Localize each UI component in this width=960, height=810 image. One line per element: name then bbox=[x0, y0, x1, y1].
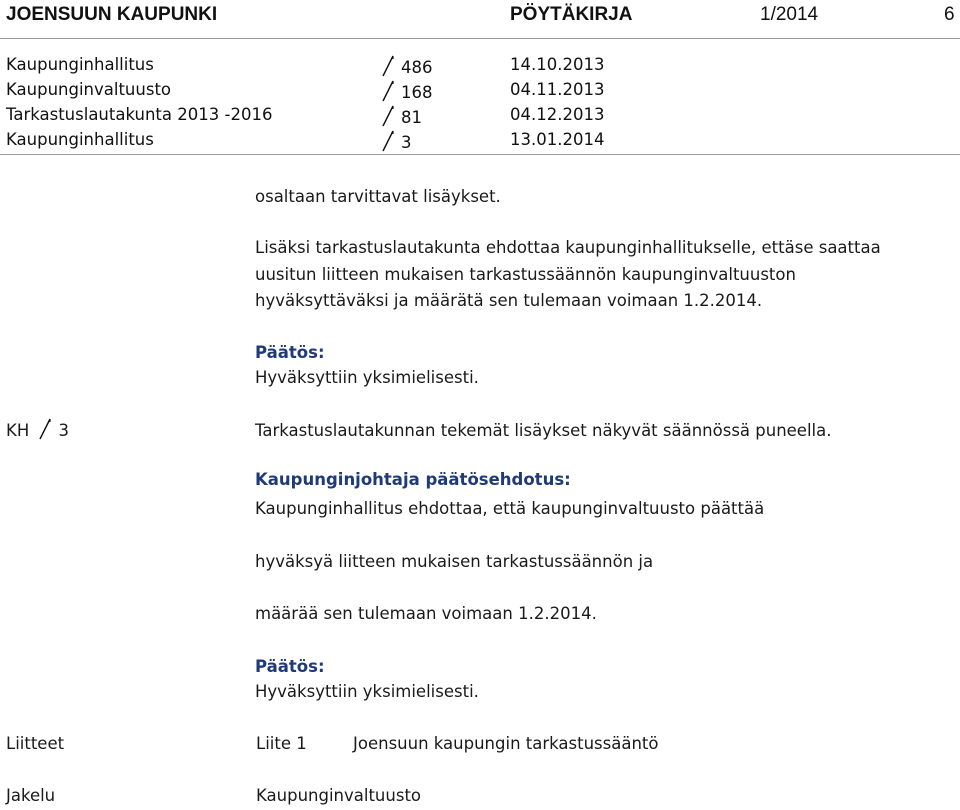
decision-text: Hyväksyttiin yksimielisesti. bbox=[255, 368, 479, 387]
decision-label: Päätös: bbox=[255, 343, 325, 362]
history-body: Kaupunginhallitus bbox=[6, 55, 154, 74]
mayor-proposal-line: hyväksyä liitteen mukaisen tarkastussäännön ja bbox=[255, 552, 654, 571]
kh-prefix: KH bbox=[6, 421, 30, 440]
history-section bbox=[381, 105, 422, 127]
history-body: Tarkastuslautakunta 2013 -2016 bbox=[6, 105, 273, 124]
kh-text: Tarkastuslautakunnan tekemät lisäykset näkyvät säännössä puneella. bbox=[255, 421, 832, 440]
proposal-line: Lisäksi tarkastuslautakunta ehdottaa kaupunginhallitukselle, ettäse saattaa bbox=[255, 238, 881, 257]
history-section-number: 81 bbox=[401, 108, 422, 127]
document-number: 1/2014 bbox=[760, 4, 819, 25]
section-sign-icon bbox=[381, 130, 395, 152]
continuation-text: osaltaan tarvittavat lisäykset. bbox=[255, 187, 501, 206]
history-section-number: 486 bbox=[401, 58, 433, 77]
section-sign-icon bbox=[381, 55, 395, 77]
header-rule bbox=[0, 38, 960, 39]
attachments-label: Liitteet bbox=[6, 734, 65, 753]
history-rule bbox=[0, 154, 960, 155]
mayor-proposal-line: Kaupunginhallitus ehdottaa, että kaupunginvaltuusto päättää bbox=[255, 499, 765, 518]
attachment-name: Joensuun kaupungin tarkastussääntö bbox=[353, 734, 659, 753]
proposal-line: hyväksyttäväksi ja määrätä sen tulemaan voimaan 1.2.2014. bbox=[255, 291, 763, 310]
section-sign-icon bbox=[38, 418, 52, 440]
decision-text: Hyväksyttiin yksimielisesti. bbox=[255, 682, 479, 701]
document-type: PÖYTÄKIRJA bbox=[510, 4, 633, 25]
history-date: 04.12.2013 bbox=[510, 105, 605, 124]
kh-section-number: 3 bbox=[58, 421, 69, 440]
history-section-number: 168 bbox=[401, 83, 433, 102]
history-date: 04.11.2013 bbox=[510, 80, 605, 99]
attachment-id: Liite 1 bbox=[256, 734, 307, 753]
organization-name: JOENSUUN KAUPUNKI bbox=[6, 4, 218, 25]
distribution-value: Kaupunginvaltuusto bbox=[256, 786, 422, 805]
decision-label: Päätös: bbox=[255, 657, 325, 676]
history-date: 14.10.2013 bbox=[510, 55, 605, 74]
history-section-number: 3 bbox=[401, 133, 412, 152]
page-number: 6 bbox=[944, 4, 955, 25]
history-section bbox=[381, 55, 433, 77]
history-section bbox=[381, 80, 433, 102]
proposal-paragraph bbox=[255, 235, 881, 315]
section-sign-icon bbox=[381, 80, 395, 102]
kh-section-ref bbox=[6, 418, 69, 445]
proposal-line: uusitun liitteen mukaisen tarkastussäännön kaupunginvaltuuston bbox=[255, 264, 796, 284]
mayor-proposal-label: Kaupunginjohtaja päätösehdotus: bbox=[255, 470, 571, 489]
history-date: 13.01.2014 bbox=[510, 130, 605, 149]
history-section bbox=[381, 130, 412, 152]
mayor-proposal-line: määrää sen tulemaan voimaan 1.2.2014. bbox=[255, 604, 597, 623]
history-body: Kaupunginvaltuusto bbox=[6, 80, 172, 99]
history-body: Kaupunginhallitus bbox=[6, 130, 154, 149]
section-sign-icon bbox=[381, 105, 395, 127]
distribution-label: Jakelu bbox=[6, 786, 56, 805]
